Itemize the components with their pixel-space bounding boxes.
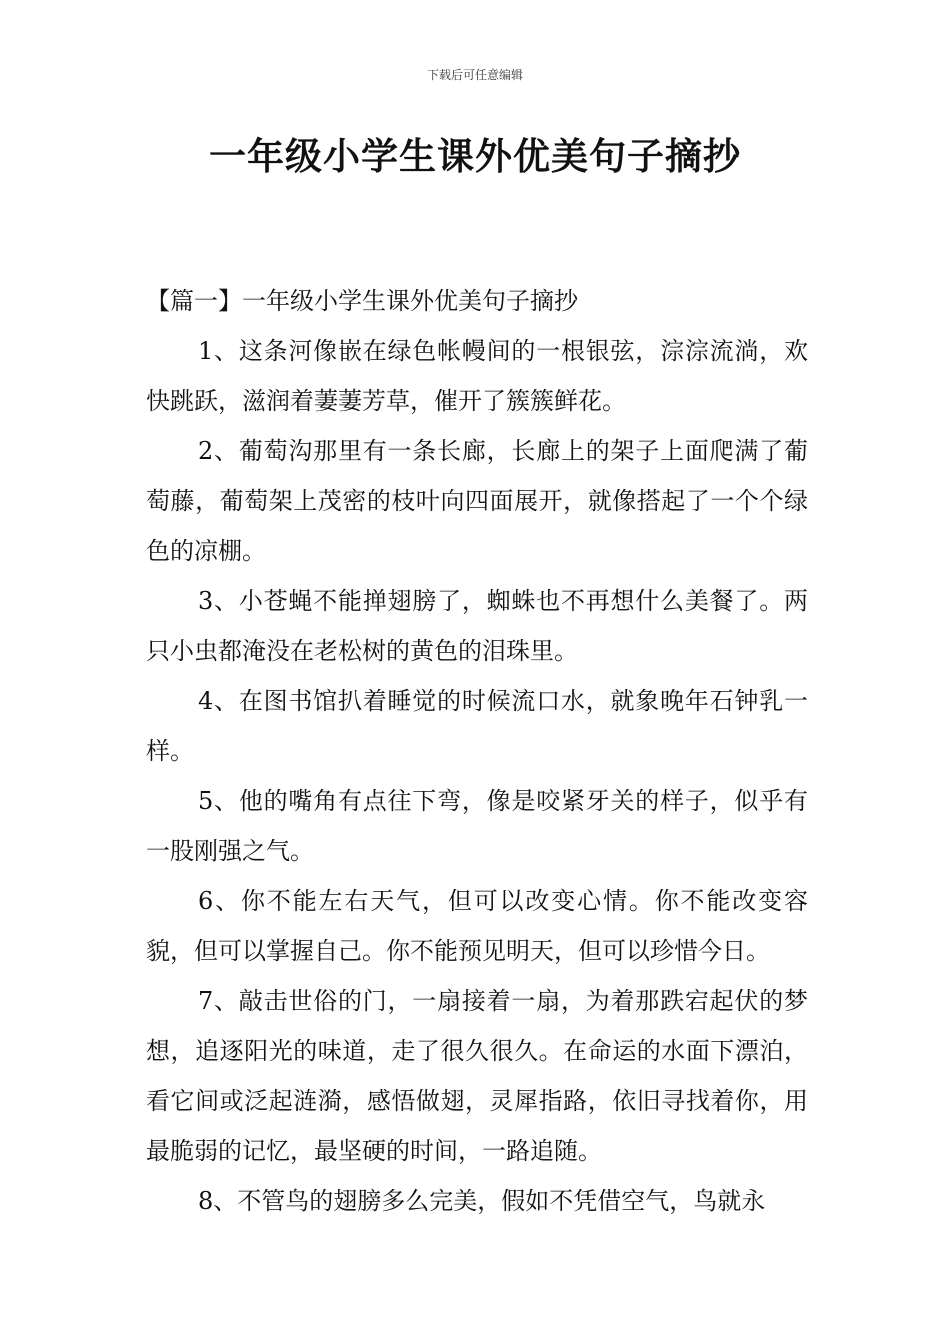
sentence-item: 8、不管鸟的翅膀多么完美，假如不凭借空气，鸟就永 <box>198 1187 766 1215</box>
sentence-item: 6、你不能左右天气，但可以改变心情。你不能改变容貌，但可以掌握自己。你不能预见明天，但可以珍惜今日。 <box>146 887 808 965</box>
sentence-item: 1、这条河像嵌在绿色帐幔间的一根银弦，淙淙流淌，欢快跳跃，滋润着萋萋芳草，催开了簇簇鲜花。 <box>146 337 808 415</box>
sentence-item: 3、小苍蝇不能掸翅膀了，蜘蛛也不再想什么美餐了。两只小虫都淹没在老松树的黄色的泪珠里。 <box>146 587 808 665</box>
sentence-item: 4、在图书馆扒着睡觉的时候流口水，就象晚年石钟乳一样。 <box>146 687 808 765</box>
sentence-item: 5、他的嘴角有点往下弯，像是咬紧牙关的样子，似乎有一股刚强之气。 <box>146 787 808 865</box>
sentence-item: 2、葡萄沟那里有一条长廊，长廊上的架子上面爬满了葡萄藤，葡萄架上茂密的枝叶向四面展开，就像搭起了一个个绿色的凉棚。 <box>146 437 808 565</box>
section-title: 【篇一】一年级小学生课外优美句子摘抄 <box>146 287 578 315</box>
sentence-item: 7、敲击世俗的门，一扇接着一扇，为着那跌宕起伏的梦想，追逐阳光的味道，走了很久很久。在命运的水面下漂泊，看它间或泛起涟漪，感悟做翅，灵犀指路，依旧寻找着你，用最脆弱的记忆，最坚硬的时间，一路追随。 <box>146 987 808 1165</box>
document-body <box>146 276 808 1226</box>
header-note: 下载后可任意编辑 <box>426 68 523 82</box>
document-title: 一年级小学生课外优美句子摘抄 <box>209 135 741 178</box>
